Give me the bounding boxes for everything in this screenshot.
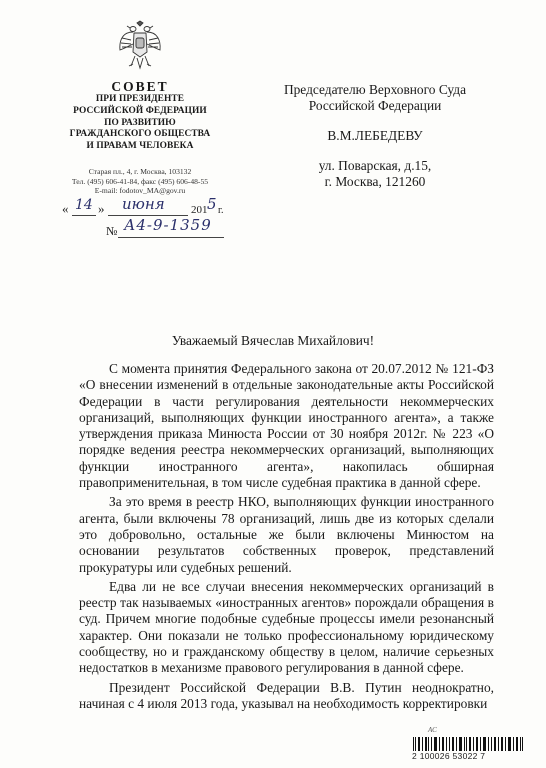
registration-mark: АС	[428, 726, 437, 734]
number-sign: №	[106, 224, 118, 238]
address-line: Тел. (495) 606-41-84, факс (495) 606-48-55	[71, 176, 209, 186]
letter-number: А4-9-1359	[124, 216, 212, 234]
number-underline	[118, 237, 224, 238]
organization-header	[55, 79, 225, 153]
date-month: июня	[122, 195, 165, 213]
organization-title: СОВЕТ	[111, 79, 169, 94]
address-line: E-mail: fodotov_MA@gov.ru	[94, 186, 186, 196]
addressee-name: В.М.ЛЕБЕДЕВУ	[327, 128, 423, 143]
date-year-digit: 5	[207, 195, 217, 213]
barcode-number: 2 100026 53022 7	[412, 751, 486, 761]
date-day: 14	[75, 197, 93, 213]
body-paragraph: Едва ли не все случаи внесения некоммерческих организаций в реестр так называемых «иностранных агентов» порождали обращения в суд. Причем многие подобные судебные процессы имели резонансный характер. Они показали не только профессиональному юридическому сообществу, но и гражданскому обществу в целом, наличие серьезных недостатков в механизме правового регулирования в данной сфере.	[79, 578, 494, 676]
date-open-quote: «	[62, 201, 69, 216]
double-headed-eagle-emblem-icon	[117, 20, 163, 70]
date-close-quote: »	[98, 201, 105, 216]
date-year-suffix: г.	[218, 205, 224, 216]
day-underline	[72, 215, 96, 216]
body-paragraph: С момента принятия Федерального закона от 20.07.2012 № 121-ФЗ «О внесении изменений в отдельные законодательные акты Российской Федерации в части регулирования деятельности некоммерческих организаций, выполняющих функции иностранного агента», а также утверждения приказа Минюста России от 30 ноября 2012г. № 223 «О порядке ведения реестра некоммерческих организаций, выполняющих функции иностранного агента», накопилась обширная правоприменительная, в том числе судебная практика в данной сфере.	[79, 361, 494, 491]
organization-line: ПРИ ПРЕЗИДЕНТЕ	[95, 94, 185, 104]
date-year-prefix: 201	[191, 204, 208, 216]
organization-line: ПО РАЗВИТИЮ	[104, 117, 176, 128]
addressee-city: г. Москва, 121260	[324, 174, 426, 189]
addressee-street: ул. Поварская, д.15,	[318, 158, 432, 173]
organization-address	[55, 167, 225, 196]
address-line: Старая пл., 4, г. Москва, 103132	[88, 167, 192, 176]
organization-line: ГРАЖДАНСКОГО ОБЩЕСТВА	[69, 129, 211, 140]
greeting: Уважаемый Вячеслав Михайлович!	[171, 333, 375, 348]
organization-line: И ПРАВАМ ЧЕЛОВЕКА	[86, 141, 194, 152]
addressee-line: Председателю Верховного Суда	[283, 82, 467, 97]
letter-body	[79, 361, 494, 715]
organization-line: РОССИЙСКОЙ ФЕДЕРАЦИИ	[73, 105, 207, 116]
addressee-block	[270, 82, 480, 190]
barcode-icon	[413, 737, 523, 751]
body-paragraph: Президент Российской Федерации В.В. Путин неоднократно, начиная с 4 июля 2013 года, указывал на необходимость корректировки	[79, 679, 494, 711]
addressee-line: Российской Федерации	[308, 98, 442, 113]
body-paragraph: За это время в реестр НКО, выполняющих функции иностранного агента, были включены 78 организаций, лишь две из которых сделали это добровольно, остальные же были включены Минюстом на основании результатов собственных проверок, представлений прокуратуры или судебных решений.	[79, 494, 494, 575]
